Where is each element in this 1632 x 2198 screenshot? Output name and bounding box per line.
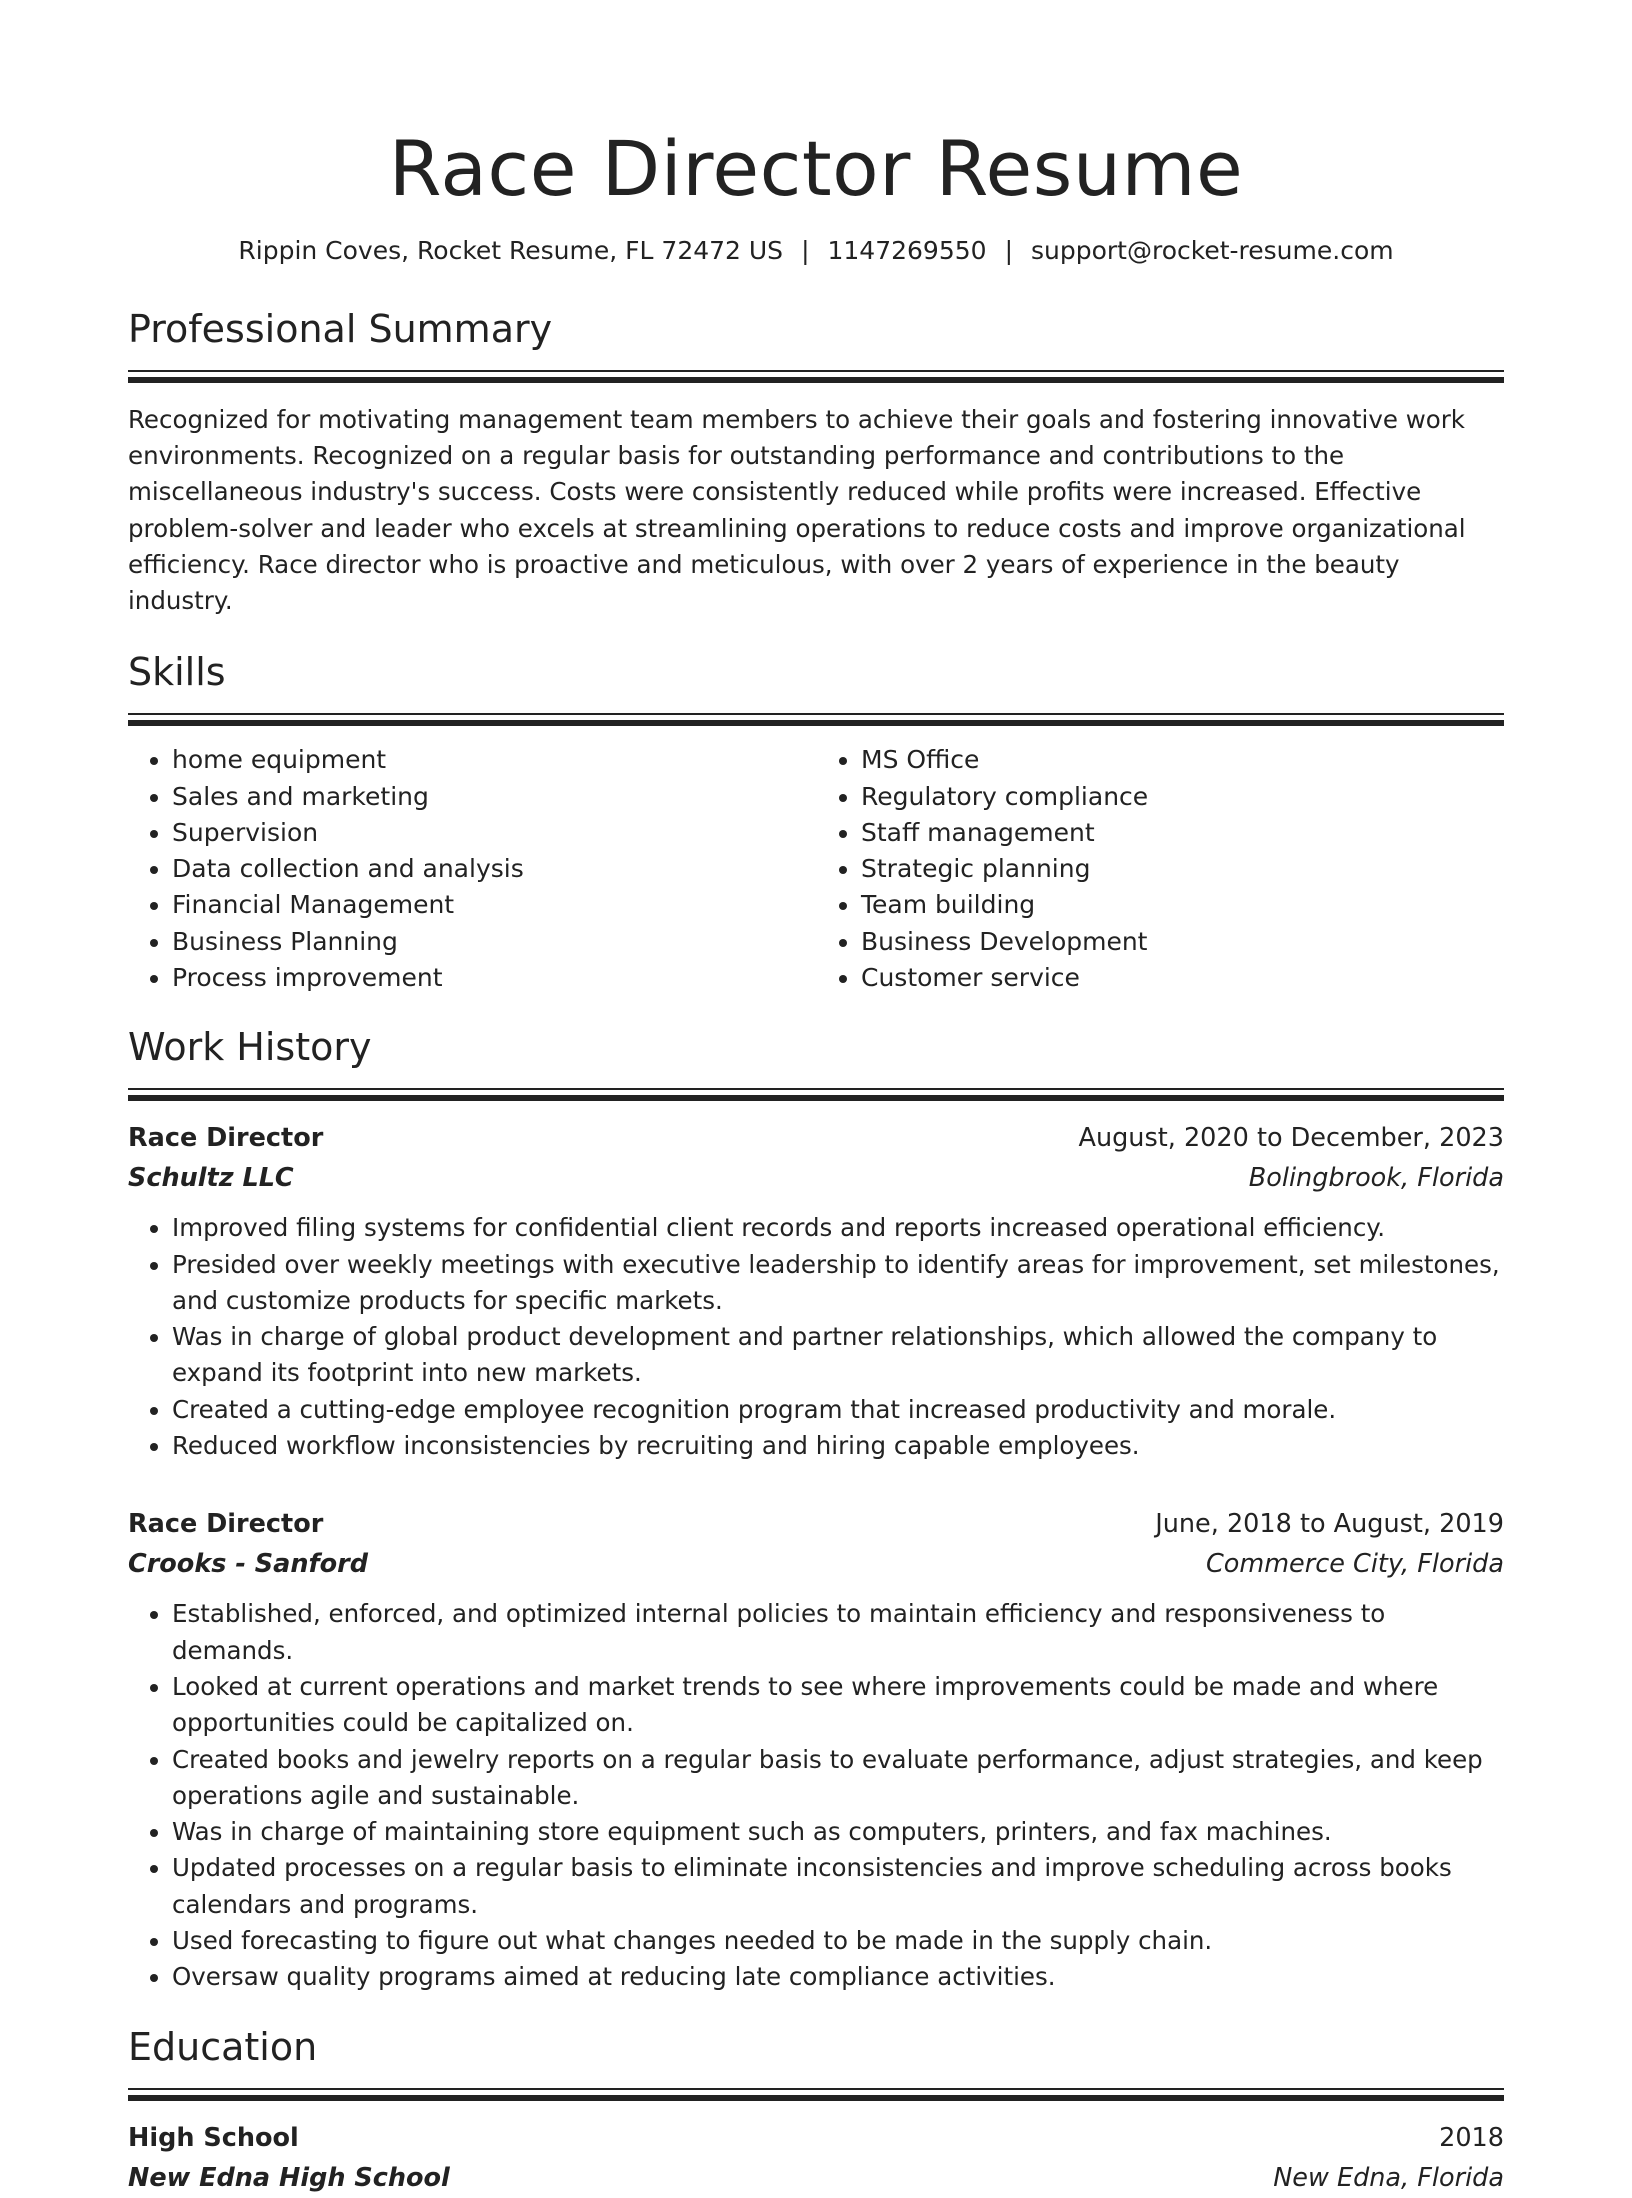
skills-list [128,742,1504,996]
contact-email: support@rocket-resume.com [1031,236,1394,265]
skill-item: • Strategic planning [861,851,1504,887]
skill-item: • home equipment [172,742,815,778]
education-year: 2018 [1439,2122,1504,2153]
job-subheader [128,1158,1504,1198]
skill-item: • Supervision [172,815,815,851]
job-company: Schultz LLC [128,1163,294,1194]
page-title: Race Director Resume [388,124,1244,213]
education-school: New Edna High School [128,2162,450,2193]
job-subheader [128,1544,1504,1584]
skills-column-left [128,742,815,996]
education-subheader [128,2158,1504,2198]
skill-item: • Business Development [861,924,1504,960]
job-bullet: • Updated processes on a regular basis to eliminate inconsistencies and improve scheduling across books calendars and programs. [172,1850,1504,1923]
skill-item: • Data collection and analysis [172,851,815,887]
job-entry [128,1504,1504,1995]
job-entry [128,1118,1504,1464]
job-company: Crooks - Sanford [128,1549,368,1580]
job-role: Race Director [128,1509,324,1540]
education-section [128,2022,1504,2100]
education-degree: High School [128,2122,299,2153]
contact-separator: | [801,236,810,265]
skill-item: • Customer service [861,960,1504,996]
job-header [128,1118,1504,1158]
job-bullet: • Created a cutting-edge employee recognition program that increased productivity and morale. [172,1392,1504,1428]
job-bullet: • Established, enforced, and optimized internal policies to maintain efficiency and responsiveness to demands. [172,1596,1504,1669]
section-divider [128,370,1504,382]
skills-column-right [815,742,1504,996]
skill-item: • Process improvement [172,960,815,996]
skills-heading: Skills [128,650,226,695]
job-bullet: • Created books and jewelry reports on a regular basis to evaluate performance, adjust strategies, and keep operations agile and sustainable. [172,1742,1504,1815]
job-bullet: • Improved filing systems for confidential client records and reports increased operational efficiency. [172,1210,1504,1246]
summary-heading: Professional Summary [128,307,553,351]
education-location: New Edna, Florida [1273,2162,1504,2193]
skill-item: • Team building [861,887,1504,923]
skill-item: • Sales and marketing [172,779,815,815]
job-bullet: • Was in charge of maintaining store equipment such as computers, printers, and fax machines. [172,1814,1504,1850]
contact-address: Rippin Coves, Rocket Resume, FL 72472 US [238,236,784,265]
job-bullet: • Presided over weekly meetings with executive leadership to identify areas for improvement, set milestones, and customize products for specific markets. [172,1247,1504,1320]
summary-text: Recognized for motivating management team members to achieve their goals and fostering innovative work environments. Recognized on a regular basis for outstanding performance and contributions to the miscellaneous industry's success. Costs were consistently reduced while profits were increased. Effective problem-solver and leader who excels at streamlining operations to reduce costs and improve organizational efficiency. Race director who is proactive and meticulous, with over 2 years of experience in the beauty industry. [128,405,1466,616]
section-divider [128,713,1504,725]
section-divider [128,2088,1504,2100]
skill-item: • Staff management [861,815,1504,851]
job-header [128,1504,1504,1544]
job-dates: June, 2018 to August, 2019 [1155,1509,1504,1540]
job-bullet: • Reduced workflow inconsistencies by recruiting and hiring capable employees. [172,1428,1504,1464]
skill-item: • Regulatory compliance [861,779,1504,815]
contact-separator: | [1004,236,1013,265]
skill-item: • Business Planning [172,924,815,960]
skill-item: • MS Office [861,742,1504,778]
job-bullet: • Used forecasting to figure out what changes needed to be made in the supply chain. [172,1923,1504,1959]
contact-line [128,234,1504,268]
job-bullets [128,1596,1504,1995]
job-bullets [128,1210,1504,1464]
education-heading: Education [128,2024,318,2069]
work-heading: Work History [128,1025,372,1070]
contact-phone: 1147269550 [827,236,987,265]
work-section [128,1022,1504,1100]
job-location: Bolingbrook, Florida [1248,1163,1504,1194]
job-dates: August, 2020 to December, 2023 [1078,1123,1504,1154]
skills-section [128,647,1504,725]
education-header [128,2118,1504,2158]
education-entry [128,2118,1504,2198]
job-role: Race Director [128,1123,324,1154]
summary-section [128,304,1504,382]
skill-item: • Financial Management [172,887,815,923]
job-bullet: • Looked at current operations and market trends to see where improvements could be made and where opportunities could be capitalized on. [172,1669,1504,1742]
job-bullet: • Oversaw quality programs aimed at reducing late compliance activities. [172,1959,1504,1995]
job-bullet: • Was in charge of global product development and partner relationships, which allowed the company to expand its footprint into new markets. [172,1319,1504,1392]
job-location: Commerce City, Florida [1205,1549,1504,1580]
section-divider [128,1088,1504,1100]
